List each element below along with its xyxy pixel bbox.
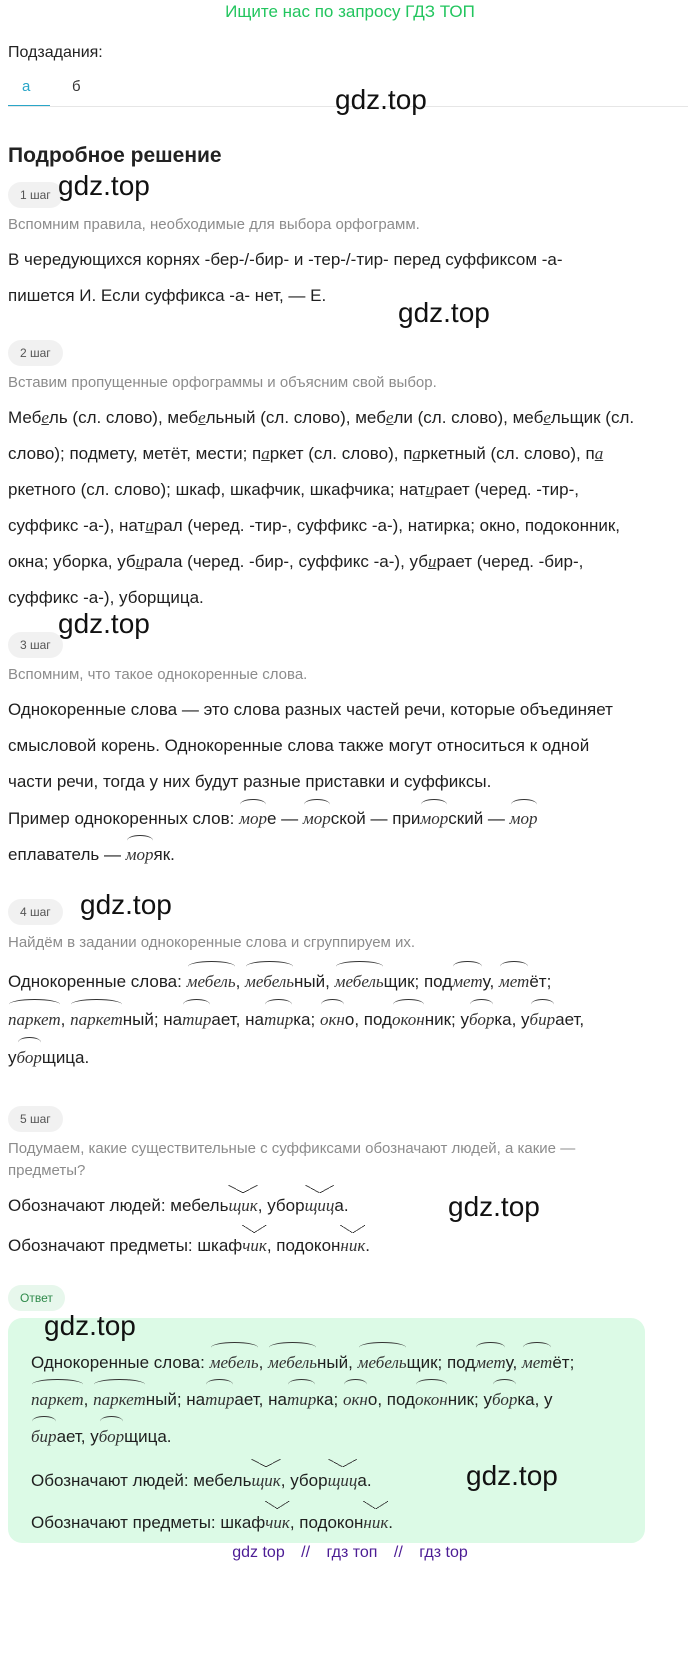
step-3-badge: 3 шаг	[8, 632, 63, 658]
text-line: В чередующихся корнях -бер-/-бир- и -тер-/-тир- перед суффиксом -а-	[8, 250, 563, 269]
watermark: gdz.top	[58, 170, 150, 201]
footer-link-gdz-top-mixed[interactable]: гдз top	[419, 1544, 468, 1561]
watermark: gdz.top	[58, 608, 150, 639]
step-4-hint: Найдём в задании однокоренные слова и сгруппируем их.	[8, 934, 416, 951]
watermark: gdz.top	[44, 1310, 136, 1341]
footer-links	[0, 1544, 700, 1562]
tab-a[interactable]: а	[22, 78, 31, 95]
watermark: gdz.top	[398, 297, 490, 328]
footer-separator: //	[393, 1544, 403, 1561]
text-line: Однокоренные слова — это слова разных частей речи, которые объединяет	[8, 700, 613, 719]
tab-b[interactable]: б	[72, 78, 81, 95]
step-3-hint: Вспомним, что такое однокоренные слова.	[8, 666, 308, 683]
watermark: gdz.top	[466, 1460, 558, 1491]
step-1-hint: Вспомним правила, необходимые для выбора орфограмм.	[8, 216, 420, 233]
step-5-text: Обозначают людей: мебельщик, уборщица. Обозначают предметы: шкафчик, подоконник.	[8, 1186, 693, 1266]
footer-link-gdz-top-ru[interactable]: гдз топ	[326, 1544, 378, 1561]
subtasks-label: Подзадания:	[8, 44, 103, 61]
search-banner: Ищите нас по запросу ГДЗ ТОП	[225, 2, 475, 21]
step-4-badge: 4 шаг	[8, 899, 63, 925]
answer-text: Однокоренные слова: мебель, мебельный, мебельщик; подмету, метёт; паркет, паркетный; натирает, натирка; окно, подоконник; уборка, у бирает, уборщица.	[31, 1344, 631, 1455]
step-1-badge: 1 шаг	[8, 182, 63, 208]
watermark: gdz.top	[80, 889, 172, 920]
step-2-badge: 2 шаг	[8, 340, 63, 366]
step-1-text	[8, 242, 693, 314]
answer-badge: Ответ	[8, 1285, 65, 1311]
watermark: gdz.top	[335, 84, 427, 115]
step-2-hint: Вставим пропущенные орфограммы и объясним свой выбор.	[8, 374, 437, 391]
watermark: gdz.top	[448, 1191, 540, 1222]
answer-suffixes: Обозначают людей: мебельщик, уборщица. Обозначают предметы: шкафчик, подоконник.	[31, 1460, 631, 1544]
step-3-example: Пример однокоренных слов: море — морской — приморский — мор еплаватель — моряк.	[8, 801, 693, 873]
text-line: смысловой корень. Однокоренные слова также могут относиться к одной	[8, 736, 590, 755]
step-4-text: Однокоренные слова: мебель, мебельный, мебельщик; подмету, метёт; паркет, паркетный; натирает, натирка; окно, подоконник; уборка, убирает, уборщица.	[8, 963, 693, 1077]
step-3-text	[8, 692, 693, 800]
step-2-text: Мебель (сл. слово), мебельный (сл. слово), мебели (сл. слово), мебельщик (сл. слово); подмету, метёт, мести; паркет (сл. слово), паркетный (сл. слово), па ркетного (сл. слово); шкаф, шкафчик, шкафчика; натирает (черед. -тир-, суффикс -а-), натирал (черед. -тир-, суффикс -а-), натирка; окно, подоконник, окна; уборка, убирала (черед. -бир-, суффикс -а-), убирает (черед. -бир-, суффикс -а-), уборщица.	[8, 408, 635, 607]
footer-link-gdz-top[interactable]: gdz top	[232, 1544, 285, 1561]
step-5-badge: 5 шаг	[8, 1106, 63, 1132]
text-line: части речи, тогда у них будут разные приставки и суффиксы.	[8, 772, 492, 791]
text-line: пишется И. Если суффикса -а- нет, — Е.	[8, 286, 327, 305]
page-title: Подробное решение	[8, 144, 222, 167]
footer-separator: //	[301, 1544, 311, 1561]
step-5-hint: Подумаем, какие существительные с суффиксами обозначают людей, а какие — предметы?	[8, 1140, 576, 1179]
